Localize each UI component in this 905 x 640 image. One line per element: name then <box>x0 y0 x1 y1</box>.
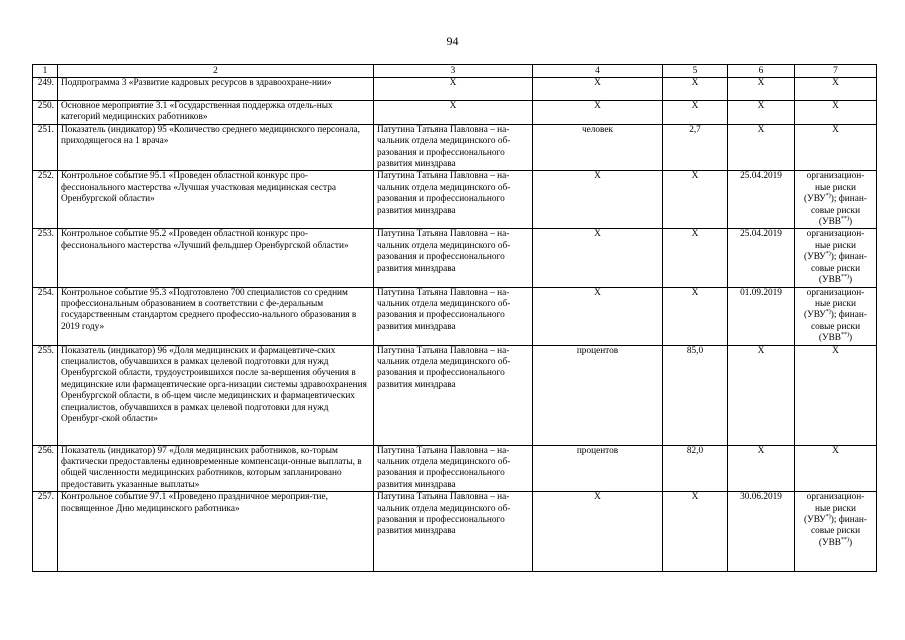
risk-cell: X <box>795 124 877 171</box>
risk-text: ные риски <box>815 298 856 309</box>
risk-text: ные риски <box>815 503 856 514</box>
event-name: Показатель (индикатор) 97 «Доля медицинских работников, ко-торым фактически предоставлены единовременные компенсаци-онные выплаты, в общей численности медицинских работников, которым запланировано предоставить указанные выплаты» <box>58 445 374 492</box>
risk-text: **) <box>840 332 849 339</box>
unit-cell: X <box>533 287 663 345</box>
risk-cell: X <box>795 78 877 101</box>
risk-text: организацион- <box>806 492 865 503</box>
table-row <box>33 101 877 125</box>
date-cell: 30.06.2019 <box>728 492 795 572</box>
risk-text: (УВВ <box>818 537 841 548</box>
date-cell: X <box>728 78 795 101</box>
risk-text: организацион- <box>806 171 865 182</box>
risk-cell: X <box>795 445 877 492</box>
program-table <box>32 64 877 572</box>
value-cell: 2,7 <box>663 124 728 171</box>
value-cell: X <box>663 78 728 101</box>
row-number: 249. <box>33 78 58 101</box>
responsible-person: Патутина Татьяна Павловна – на-чальник отдела медицинского об-разования и профессионального развития минздрава <box>374 124 533 171</box>
responsible-person: X <box>374 101 533 125</box>
risk-text: ные риски <box>815 240 856 251</box>
responsible-person: Патутина Татьяна Павловна – на-чальник отдела медицинского об-разования и профессионального развития минздрава <box>374 345 533 445</box>
date-cell: 01.09.2019 <box>728 287 795 345</box>
row-number: 250. <box>33 101 58 125</box>
unit-cell: X <box>533 101 663 125</box>
table-row <box>33 171 877 229</box>
risk-cell <box>795 171 877 229</box>
risk-text: (УВВ <box>818 217 841 228</box>
column-header: 3 <box>374 65 533 78</box>
value-cell: X <box>663 492 728 572</box>
column-header: 5 <box>663 65 728 78</box>
unit-cell: X <box>533 492 663 572</box>
column-header: 1 <box>33 65 58 78</box>
risk-text: ); финан- <box>830 310 867 321</box>
risk-text: ) <box>848 275 853 286</box>
risk-cell <box>795 229 877 287</box>
risk-text: ); финан- <box>830 194 867 205</box>
column-header: 4 <box>533 65 663 78</box>
unit-cell: X <box>533 229 663 287</box>
risk-text: **) <box>840 536 849 543</box>
table-row <box>33 345 877 445</box>
risk-text: ) <box>848 217 853 228</box>
responsible-person: X <box>374 78 533 101</box>
risk-text: организацион- <box>806 287 865 298</box>
row-number: 251. <box>33 124 58 171</box>
event-name: Контрольное событие 97.1 «Проведено праздничное мероприя-тие, посвященное Дню медицинского работника» <box>58 492 374 572</box>
column-header: 7 <box>795 65 877 78</box>
risk-text: совые риски <box>810 263 861 274</box>
risk-text: **) <box>840 215 849 222</box>
value-cell: X <box>663 287 728 345</box>
risk-text: (УВУ <box>804 310 826 321</box>
risk-text: *) <box>825 251 831 258</box>
date-cell: X <box>728 345 795 445</box>
header-row <box>33 65 877 78</box>
risk-text: организацион- <box>806 229 865 240</box>
risk-text: *) <box>825 513 831 520</box>
row-number: 255. <box>33 345 58 445</box>
event-name: Контрольное событие 95.1 «Проведен областной конкурс про-фессионального мастерства «Лучшая участковая медицинская сестра Оренбургской области» <box>58 171 374 229</box>
risk-text: (УВВ <box>818 275 841 286</box>
date-cell: X <box>728 101 795 125</box>
risk-text: совые риски <box>810 526 861 537</box>
responsible-person: Патутина Татьяна Павловна – на-чальник отдела медицинского об-разования и профессионального развития минздрава <box>374 229 533 287</box>
risk-text: совые риски <box>810 205 861 216</box>
value-cell: 85,0 <box>663 345 728 445</box>
risk-text: (УВУ <box>804 252 826 263</box>
responsible-person: Патутина Татьяна Павловна – на-чальник отдела медицинского об-разования и профессионального развития минздрава <box>374 287 533 345</box>
risk-text: *) <box>825 309 831 316</box>
value-cell: X <box>663 229 728 287</box>
risk-text: совые риски <box>810 321 861 332</box>
date-cell: 25.04.2019 <box>728 171 795 229</box>
table-row <box>33 78 877 101</box>
unit-cell: человек <box>533 124 663 171</box>
event-name: Показатель (индикатор) 95 «Количество среднего медицинского персонала, приходящегося на 1 врача» <box>58 124 374 171</box>
date-cell: 25.04.2019 <box>728 229 795 287</box>
risk-text: ); финан- <box>830 252 867 263</box>
unit-cell: X <box>533 171 663 229</box>
risk-cell: X <box>795 345 877 445</box>
risk-text: ); финан- <box>830 514 867 525</box>
risk-text: ные риски <box>815 182 856 193</box>
column-header: 2 <box>58 65 374 78</box>
risk-text: ) <box>848 333 853 344</box>
risk-text: (УВУ <box>804 194 826 205</box>
responsible-person: Патутина Татьяна Павловна – на-чальник отдела медицинского об-разования и профессионального развития минздрава <box>374 445 533 492</box>
column-header: 6 <box>728 65 795 78</box>
risk-cell: X <box>795 101 877 125</box>
responsible-person: Патутина Татьяна Павловна – на-чальник отдела медицинского об-разования и профессионального развития минздрава <box>374 492 533 572</box>
event-name: Подпрограмма 3 «Развитие кадровых ресурсов в здравоохране-нии» <box>58 78 374 101</box>
event-name: Контрольное событие 95.2 «Проведен областной конкурс про-фессионального мастерства «Лучший фельдшер Оренбургской области» <box>58 229 374 287</box>
event-name: Основное мероприятие 3.1 «Государственная поддержка отдель-ных категорий медицинских работников» <box>58 101 374 125</box>
row-number: 256. <box>33 445 58 492</box>
risk-cell <box>795 287 877 345</box>
row-number: 253. <box>33 229 58 287</box>
value-cell: X <box>663 171 728 229</box>
event-name: Контрольное событие 95.3 «Подготовлено 700 специалистов со средним профессиональным образованием в соответствии с фе-деральным государственным стандартом среднего профессио-нального образования в 2019 году» <box>58 287 374 345</box>
unit-cell: процентов <box>533 445 663 492</box>
table-row <box>33 492 877 572</box>
risk-cell <box>795 492 877 572</box>
row-number: 257. <box>33 492 58 572</box>
value-cell: X <box>663 101 728 125</box>
risk-text: *) <box>825 193 831 200</box>
risk-text: (УВУ <box>804 514 826 525</box>
risk-text: (УВВ <box>818 333 841 344</box>
risk-text: **) <box>840 274 849 280</box>
table-row <box>33 445 877 492</box>
table-row <box>33 124 877 171</box>
date-cell: X <box>728 445 795 492</box>
table-row <box>33 287 877 345</box>
risk-text: ) <box>848 537 853 548</box>
date-cell: X <box>728 124 795 171</box>
page-number: 94 <box>446 34 459 48</box>
unit-cell: процентов <box>533 345 663 445</box>
value-cell: 82,0 <box>663 445 728 492</box>
row-number: 254. <box>33 287 58 345</box>
event-name: Показатель (индикатор) 96 «Доля медицинских и фармацевтиче-ских специалистов, обучавшихся в рамках целевой подготовки для нужд Оренбургской области, трудоустроившихся после за-вершения обучения в медицинские или фармацевтические орга-низации системы здравоохранения Оренбургской области, в об-щем числе медицинских и фармацевтических специалистов, обучавшихся в рамках целевой подготовки для нужд Оренбург-ской области» <box>58 345 374 445</box>
responsible-person: Патутина Татьяна Павловна – на-чальник отдела медицинского об-разования и профессионального развития минздрава <box>374 171 533 229</box>
unit-cell: X <box>533 78 663 101</box>
row-number: 252. <box>33 171 58 229</box>
table-row <box>33 229 877 287</box>
